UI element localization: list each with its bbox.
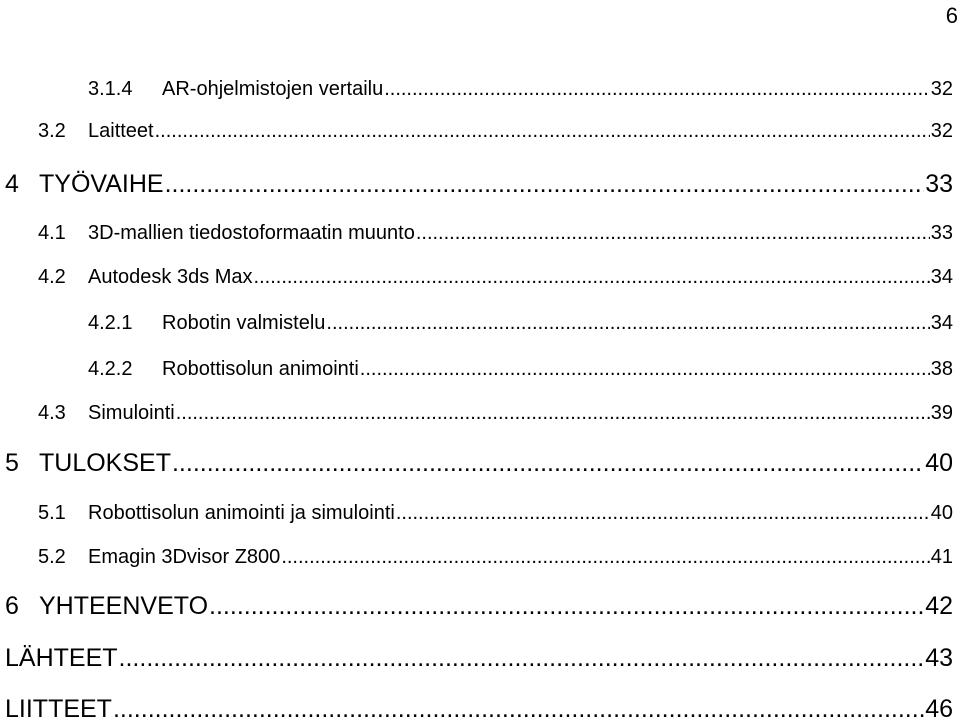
toc-entry-page: 32 <box>930 120 953 142</box>
toc-entry-5-2[interactable] <box>38 544 953 570</box>
toc-entry-4-2[interactable] <box>38 264 953 290</box>
toc-entry-title: TULOKSET <box>39 449 171 477</box>
toc-entry-4[interactable] <box>5 169 953 199</box>
toc-entry-title: Robotin valmistelu <box>162 312 326 334</box>
toc-dot-leader <box>209 591 924 621</box>
toc-entry-title: LIITTEET <box>5 695 112 723</box>
toc-entry-page: 40 <box>925 449 953 477</box>
toc-entry-title: Simulointi <box>88 402 175 424</box>
toc-entry-title: Robottisolun animointi ja simulointi <box>88 502 395 524</box>
toc-entry-page: 40 <box>930 502 953 524</box>
toc-entry-page: 42 <box>925 592 953 620</box>
toc-entry-number: 5 <box>5 449 19 477</box>
toc-entry-3-2[interactable] <box>38 118 953 144</box>
toc-entry-page: 38 <box>930 358 953 380</box>
toc-entry-number: 4.1 <box>38 222 66 244</box>
toc-entry-number: 6 <box>5 592 19 620</box>
toc-entry-title: YHTEENVETO <box>39 592 209 620</box>
toc-entry-page: 33 <box>930 222 953 244</box>
toc-dot-leader <box>384 76 930 102</box>
toc-entry-page: 34 <box>930 266 953 288</box>
toc-dot-leader <box>396 500 930 526</box>
toc-entry-title: 3D-mallien tiedostoformaatin muunto <box>88 222 415 244</box>
toc-dot-leader <box>113 694 924 724</box>
toc-entry-page: 43 <box>925 644 953 672</box>
toc-entry-3-1-4[interactable] <box>88 76 953 102</box>
toc-entry-title: Robottisolun animointi <box>162 358 359 380</box>
toc-entry-page: 32 <box>930 78 953 100</box>
toc-entry-title: AR-ohjelmistojen vertailu <box>162 78 384 100</box>
toc-entry-page: 46 <box>925 695 953 723</box>
toc-entry-4-2-1[interactable] <box>88 310 953 336</box>
toc-entry-number: 4.3 <box>38 402 66 424</box>
toc-entry-number: 4.2.2 <box>88 358 133 380</box>
page-number: 6 <box>945 3 958 28</box>
toc-dot-leader <box>176 400 930 426</box>
toc-dot-leader <box>155 118 930 144</box>
toc-dot-leader <box>360 356 930 382</box>
toc-entry-page: 33 <box>925 170 953 198</box>
toc-entry-6[interactable] <box>5 591 953 621</box>
toc-dot-leader <box>165 169 925 199</box>
toc-entry-5-1[interactable] <box>38 500 953 526</box>
toc-entry-number: 5.2 <box>38 546 66 568</box>
toc-entry-number: 3.1.4 <box>88 78 133 100</box>
toc-entry-number: 3.2 <box>38 120 66 142</box>
toc-entry-title: Laitteet <box>88 120 154 142</box>
toc-entry-title: LÄHTEET <box>5 644 118 672</box>
toc-entry-number: 5.1 <box>38 502 66 524</box>
toc-dot-leader <box>281 544 929 570</box>
toc-entry-5[interactable] <box>5 448 953 478</box>
toc-entry-liitteet[interactable] <box>5 694 953 724</box>
toc-dot-leader <box>326 310 929 336</box>
toc-entry-4-1[interactable] <box>38 220 953 246</box>
toc-dot-leader <box>254 264 930 290</box>
toc-dot-leader <box>172 448 924 478</box>
toc-entry-number: 4.2 <box>38 266 66 288</box>
toc-entry-title: Autodesk 3ds Max <box>88 266 253 288</box>
toc-entry-number: 4 <box>5 170 19 198</box>
toc-dot-leader <box>416 220 930 246</box>
toc-entry-lahteet[interactable] <box>5 643 953 673</box>
toc-entry-page: 34 <box>930 312 953 334</box>
toc-entry-4-3[interactable] <box>38 400 953 426</box>
toc-dot-leader <box>119 643 925 673</box>
toc-entry-number: 4.2.1 <box>88 312 133 334</box>
toc-entry-4-2-2[interactable] <box>88 356 953 382</box>
toc-entry-title: Emagin 3Dvisor Z800 <box>88 546 281 568</box>
toc-entry-title: TYÖVAIHE <box>39 170 164 198</box>
toc-entry-page: 41 <box>930 546 953 568</box>
toc-entry-page: 39 <box>930 402 953 424</box>
